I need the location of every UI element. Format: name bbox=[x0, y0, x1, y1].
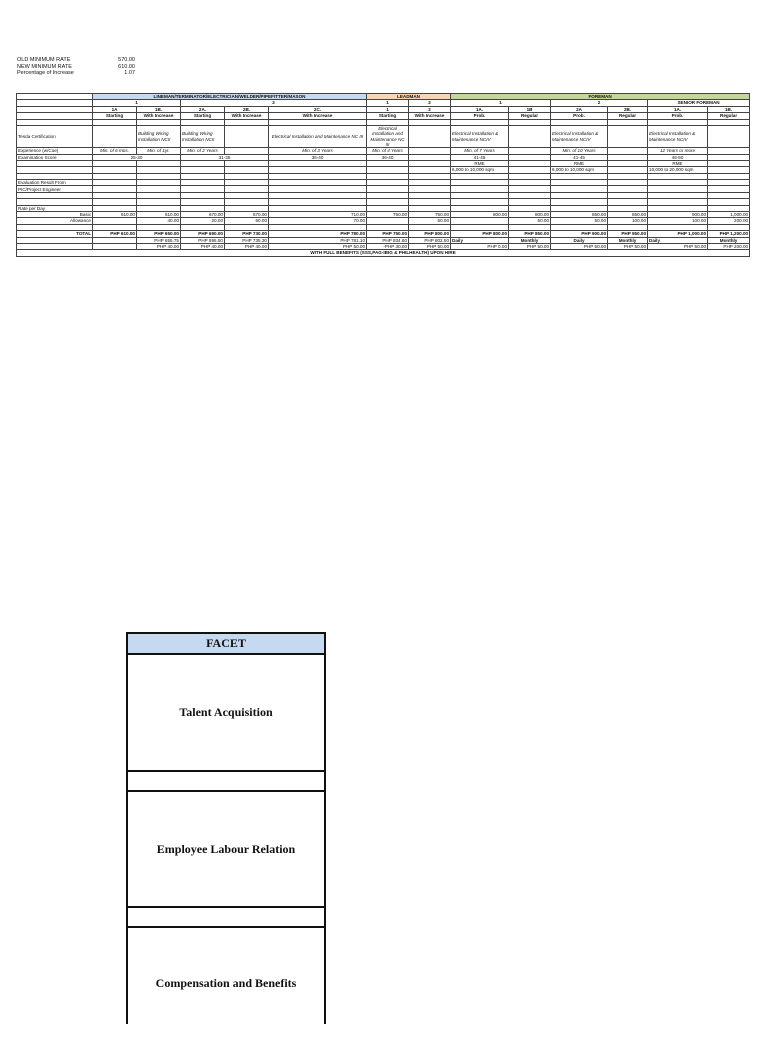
exam-cell: 36-40 bbox=[367, 154, 409, 160]
total-cell: PHP 950.00 bbox=[608, 231, 648, 237]
allowance-cell: 40.00 bbox=[137, 218, 181, 224]
difference-cell: PHP 40.00 bbox=[137, 244, 181, 250]
exam-cell: 25-30 bbox=[93, 154, 181, 160]
exp-cell: Min. of 3 Years bbox=[269, 148, 367, 154]
basic-cell: 610.00 bbox=[137, 212, 181, 218]
row-label: Examination Score bbox=[17, 154, 93, 160]
level-cell: 1 bbox=[367, 100, 409, 106]
exp-cell: 12 Years or more bbox=[648, 148, 708, 154]
difference-cell: PHP 50.00 bbox=[409, 244, 451, 250]
code-cell: 2B. bbox=[608, 106, 648, 112]
total-cell: PHP 730.00 bbox=[225, 231, 269, 237]
rate-label: OLD MINIMUM RATE bbox=[17, 57, 71, 63]
code-cell: 1B. bbox=[708, 106, 750, 112]
basic-cell: 900.00 bbox=[648, 212, 708, 218]
total-row bbox=[17, 231, 750, 237]
code-cell: 2B. bbox=[225, 106, 269, 112]
facet-item-talent-acquisition: Talent Acquisition bbox=[128, 655, 324, 772]
rate-label: NEW MINIMUM RATE bbox=[17, 63, 72, 70]
exam-cell: 36-40 bbox=[269, 154, 367, 160]
computed-cell: PHP 735.30 bbox=[225, 237, 269, 243]
row-label: Evaluation Result From bbox=[17, 180, 93, 186]
total-cell: PHP 750.00 bbox=[367, 231, 409, 237]
exp-cell: Min. of 4 Years bbox=[367, 148, 409, 154]
sub-cell: Prob. bbox=[648, 113, 708, 119]
sub-cell: With Increase bbox=[269, 113, 367, 119]
code-cell: 1A. bbox=[648, 106, 708, 112]
code-cell: 1A. bbox=[451, 106, 509, 112]
code-cell: 1B bbox=[509, 106, 551, 112]
computed-cell: PHP 781.10 bbox=[269, 237, 367, 243]
allowance-cell: 50.00 bbox=[409, 218, 451, 224]
basic-cell: 750.00 bbox=[367, 212, 409, 218]
rate-row-percentage bbox=[17, 70, 135, 77]
salary-grid bbox=[16, 93, 750, 257]
rme-cell: RME bbox=[648, 160, 708, 166]
pay-period-cell: Monthly bbox=[608, 237, 648, 243]
difference-cell: -PHP 30.00 bbox=[367, 244, 409, 250]
allowance-cell: 100.00 bbox=[648, 218, 708, 224]
sub-cell: With Increase bbox=[137, 113, 181, 119]
sub-cell: Starting bbox=[93, 113, 137, 119]
facet-panel bbox=[126, 632, 326, 1024]
facet-spacer bbox=[128, 908, 324, 928]
rate-summary bbox=[17, 57, 135, 77]
difference-cell: PHP 50.00 bbox=[608, 244, 648, 250]
cert-cell: Electrical Installation & Maintenance NCIV bbox=[551, 125, 608, 147]
basic-cell: 850.00 bbox=[551, 212, 608, 218]
exam-cell: 41-45 bbox=[551, 154, 608, 160]
sub-cell: Starting bbox=[367, 113, 409, 119]
total-cell: PHP 800.00 bbox=[409, 231, 451, 237]
cert-cell: Electrical Installation and Maintenance NC III bbox=[367, 125, 409, 147]
sub-cell: Regular bbox=[509, 113, 551, 119]
total-cell: PHP 1,200.00 bbox=[708, 231, 750, 237]
cert-cell: Electrical Installation and Maintenance NC III bbox=[269, 125, 367, 147]
pay-period-cell: Daily bbox=[648, 237, 708, 243]
exp-cell: Min. of 6 mos. bbox=[93, 148, 137, 154]
row-label: Basic bbox=[17, 212, 93, 218]
total-cell: PHP 800.00 bbox=[451, 231, 509, 237]
exam-cell: 41-45 bbox=[451, 154, 509, 160]
row-label: PIC/Project Engineer bbox=[17, 186, 93, 192]
total-cell: PHP 1,000.00 bbox=[648, 231, 708, 237]
basic-cell: 750.00 bbox=[409, 212, 451, 218]
area-cell: 6,000 to 10,000 sqm bbox=[451, 167, 509, 173]
allowance-cell: 70.00 bbox=[269, 218, 367, 224]
total-cell: PHP 780.00 bbox=[269, 231, 367, 237]
allowance-cell: 200.00 bbox=[708, 218, 750, 224]
total-cell: PHP 850.00 bbox=[509, 231, 551, 237]
sub-cell: With Increase bbox=[225, 113, 269, 119]
computed-cell: PHP 834.60 bbox=[367, 237, 409, 243]
rate-label: Percentage of Increase bbox=[17, 70, 74, 76]
allowance-cell: 50.00 bbox=[551, 218, 608, 224]
computed-cell: PHP 802.50 bbox=[409, 237, 451, 243]
exp-cell: Min. of 7 Years bbox=[451, 148, 509, 154]
exp-cell: Min. of 2 Years bbox=[181, 148, 225, 154]
code-cell: 2A bbox=[551, 106, 608, 112]
code-cell: 2 bbox=[409, 106, 451, 112]
allowance-cell: 60.00 bbox=[225, 218, 269, 224]
facet-item-compensation-benefits: Compensation and Benefits bbox=[155, 975, 297, 990]
exam-cell: 46-50 bbox=[648, 154, 708, 160]
row-label: TOTAL bbox=[17, 231, 93, 237]
area-cell: 6,000 to 10,000 sqm bbox=[551, 167, 608, 173]
difference-cell: PHP 50.00 bbox=[269, 244, 367, 250]
basic-cell: 670.00 bbox=[181, 212, 225, 218]
sub-cell: Prob. bbox=[451, 113, 509, 119]
basic-cell: 670.00 bbox=[225, 212, 269, 218]
sub-cell: With Increase bbox=[409, 113, 451, 119]
level-cell: 2 bbox=[409, 100, 451, 106]
pay-period-cell: Daily bbox=[551, 237, 608, 243]
group-foreman: FOREMAN bbox=[451, 94, 750, 100]
code-cell: 2A. bbox=[181, 106, 225, 112]
difference-cell: PHP 40.00 bbox=[225, 244, 269, 250]
total-cell: PHP 690.00 bbox=[181, 231, 225, 237]
sub-cell: Regular bbox=[708, 113, 750, 119]
allowance-cell: 50.00 bbox=[509, 218, 551, 224]
level-cell: 2 bbox=[181, 100, 367, 106]
level-cell: 1 bbox=[93, 100, 181, 106]
facet-spacer bbox=[128, 772, 324, 792]
computed-cell: PHP 695.50 bbox=[181, 237, 225, 243]
difference-cell: PHP 50.00 bbox=[648, 244, 708, 250]
exp-cell: Min. of 10 Years bbox=[551, 148, 608, 154]
group-lineman: LINEMAN/TERMINATOR/ELECTRICIAN/WELDER/PIPEFITTER/MASON bbox=[93, 94, 367, 100]
benefits-note: WITH FULL BENEFITS (SSS,PAG-IBIG & PHILHEALTH) UPON HIRE bbox=[17, 250, 750, 256]
facet-item-employee-labour-relation: Employee Labour Relation bbox=[128, 792, 324, 908]
sub-cell: Regular bbox=[608, 113, 648, 119]
facet-header: FACET bbox=[128, 632, 324, 655]
code-cell: 2C. bbox=[269, 106, 367, 112]
difference-cell: PHP 0.00 bbox=[451, 244, 509, 250]
basic-cell: 610.00 bbox=[93, 212, 137, 218]
level-cell: 2 bbox=[551, 100, 648, 106]
benefits-row bbox=[17, 250, 750, 256]
total-cell: PHP 650.00 bbox=[137, 231, 181, 237]
difference-cell: PHP 50.00 bbox=[509, 244, 551, 250]
basic-cell: 850.00 bbox=[608, 212, 648, 218]
sub-cell: Prob. bbox=[551, 113, 608, 119]
allowance-cell: 100.00 bbox=[608, 218, 648, 224]
total-cell: PHP 900.00 bbox=[551, 231, 608, 237]
tesda-row bbox=[17, 125, 750, 147]
basic-cell: 710.00 bbox=[269, 212, 367, 218]
area-cell: 10,000 to 20,000 sqm bbox=[648, 167, 708, 173]
basic-cell: 800.00 bbox=[509, 212, 551, 218]
rate-value: 570.00 bbox=[118, 57, 135, 63]
pay-period-cell: Monthly bbox=[509, 237, 551, 243]
code-cell: 1A bbox=[93, 106, 137, 112]
code-cell: 1B. bbox=[137, 106, 181, 112]
level-cell: 1 bbox=[451, 100, 551, 106]
cert-cell: Electrical Installation & Maintenance NCIV bbox=[648, 125, 708, 147]
difference-cell: PHP 200.00 bbox=[708, 244, 750, 250]
basic-cell: 800.00 bbox=[451, 212, 509, 218]
pay-period-cell: Monthly bbox=[708, 237, 750, 243]
basic-cell: 1,000.00 bbox=[708, 212, 750, 218]
cert-cell: Electrical Installation & Maintenance NCIV bbox=[451, 125, 509, 147]
exam-cell: 31-35 bbox=[181, 154, 269, 160]
total-cell: PHP 610.00 bbox=[93, 231, 137, 237]
row-label: Tesda Certification bbox=[17, 125, 93, 147]
rate-value: 610.00 bbox=[118, 63, 135, 70]
computed-cell: PHP 655.75 bbox=[137, 237, 181, 243]
code-cell: 1 bbox=[367, 106, 409, 112]
rme-cell: RME bbox=[451, 160, 509, 166]
difference-cell: PHP 50.00 bbox=[551, 244, 608, 250]
difference-cell: PHP 40.00 bbox=[181, 244, 225, 250]
rme-cell: RME bbox=[551, 160, 608, 166]
row-label: Rate per Day bbox=[17, 205, 93, 211]
group-leadman: LEADMAN bbox=[367, 94, 451, 100]
row-label: Allowance bbox=[17, 218, 93, 224]
sub-cell: Starting bbox=[181, 113, 225, 119]
pay-period-cell: Daily bbox=[451, 237, 509, 243]
senior-foreman-cell: SENIOR FOREMAN bbox=[648, 100, 750, 106]
row-label: Experience (w/Coe) bbox=[17, 148, 93, 154]
cert-cell: Building Wiring Installation NCII bbox=[137, 125, 181, 147]
cert-cell: Building Wiring Installation NCII bbox=[181, 125, 225, 147]
rate-value: 1.07 bbox=[124, 70, 135, 76]
exp-cell: Min. of 1yr. bbox=[137, 148, 181, 154]
allowance-cell: 20.00 bbox=[181, 218, 225, 224]
